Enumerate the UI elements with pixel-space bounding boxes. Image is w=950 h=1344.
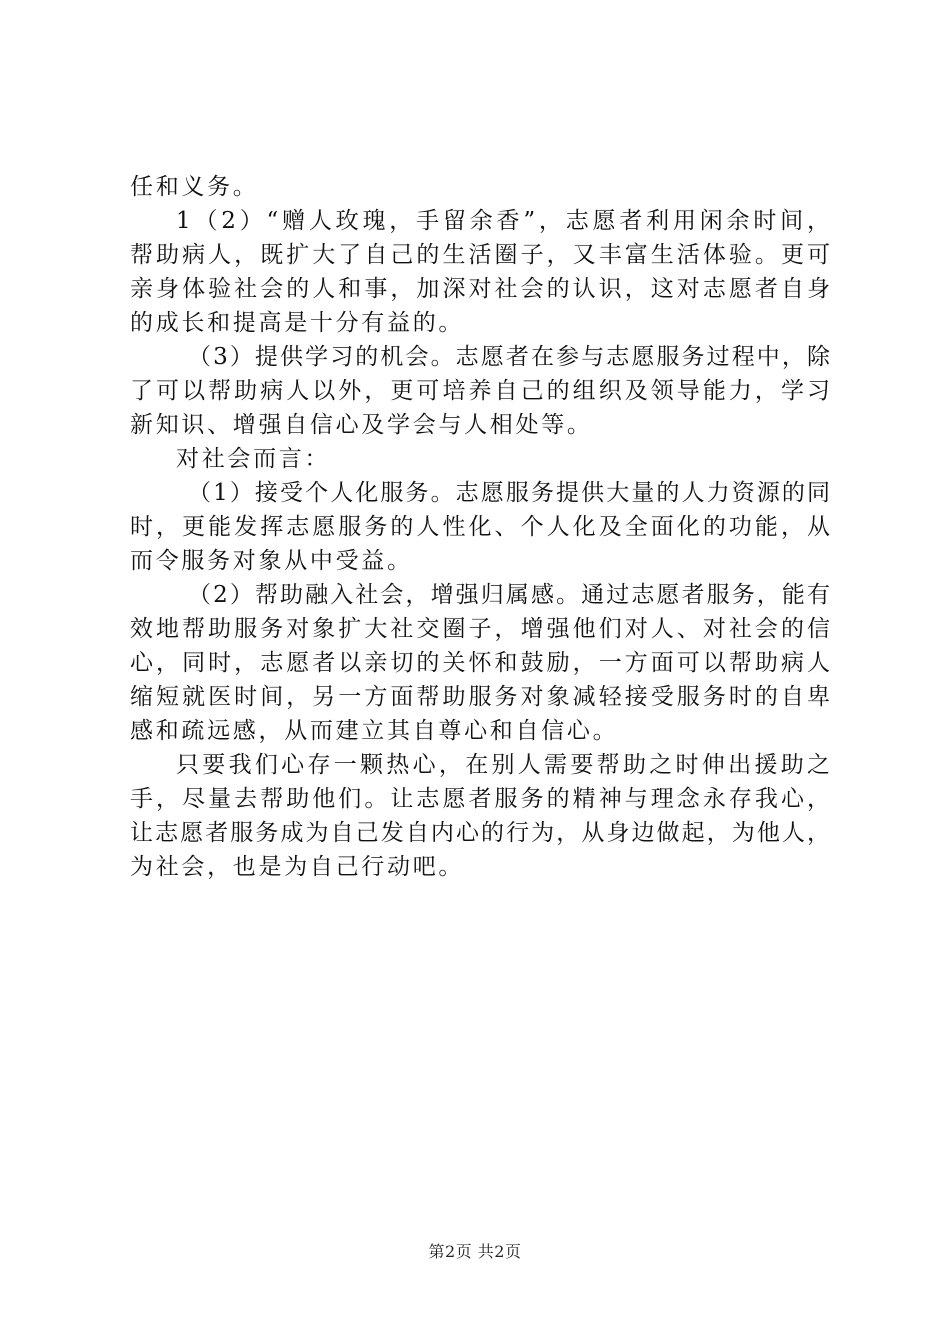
text-line: 对社会而言： [176,446,331,472]
text-line: 只要我们心存一颗热心，在别人需要帮助之时伸出援助之 [176,752,830,778]
text-line: 手，尽量去帮助他们。让志愿者服务的精神与理念永存我心， [130,786,830,812]
text-line: 任和义务。 [130,174,259,200]
text-line: （1）接受个人化服务。志愿服务提供大量的人力资源的同 [188,480,830,506]
text-line: 而令服务对象从中受益。 [130,548,413,574]
text-line: 了可以帮助病人以外，更可培养自己的组织及领导能力，学习 [130,378,830,404]
text-line: 心，同时，志愿者以亲切的关怀和鼓励，一方面可以帮助病人 [130,650,830,676]
text-line: 缩短就医时间，另一方面帮助服务对象减轻接受服务时的自卑 [130,684,830,710]
text-line: 亲身体验社会的人和事，加深对社会的认识，这对志愿者自身 [130,276,830,302]
text-line: 让志愿者服务成为自己发自内心的行为，从身边做起，为他人， [130,820,830,846]
text-line: 为社会，也是为自己行动吧。 [130,854,465,880]
text-line: 时，更能发挥志愿服务的人性化、个人化及全面化的功能，从 [130,514,830,540]
document-body [130,170,830,884]
page-number-footer: 第2页 共2页 [428,1242,522,1261]
text-line: 效地帮助服务对象扩大社交圈子，增强他们对人、对社会的信 [130,616,830,642]
text-line: 1（2）“赠人玫瑰，手留余香”，志愿者利用闲余时间， [176,208,830,234]
text-line: （3）提供学习的机会。志愿者在参与志愿服务过程中，除 [188,344,830,370]
text-line: 帮助病人，既扩大了自己的生活圈子，又丰富生活体验。更可 [130,242,830,268]
text-line: （2）帮助融入社会，增强归属感。通过志愿者服务，能有 [188,582,830,608]
text-line: 新知识、增强自信心及学会与人相处等。 [130,412,593,438]
text-line: 的成长和提高是十分有益的。 [130,310,465,336]
text-line: 感和疏远感，从而建立其自尊心和自信心。 [130,718,619,744]
